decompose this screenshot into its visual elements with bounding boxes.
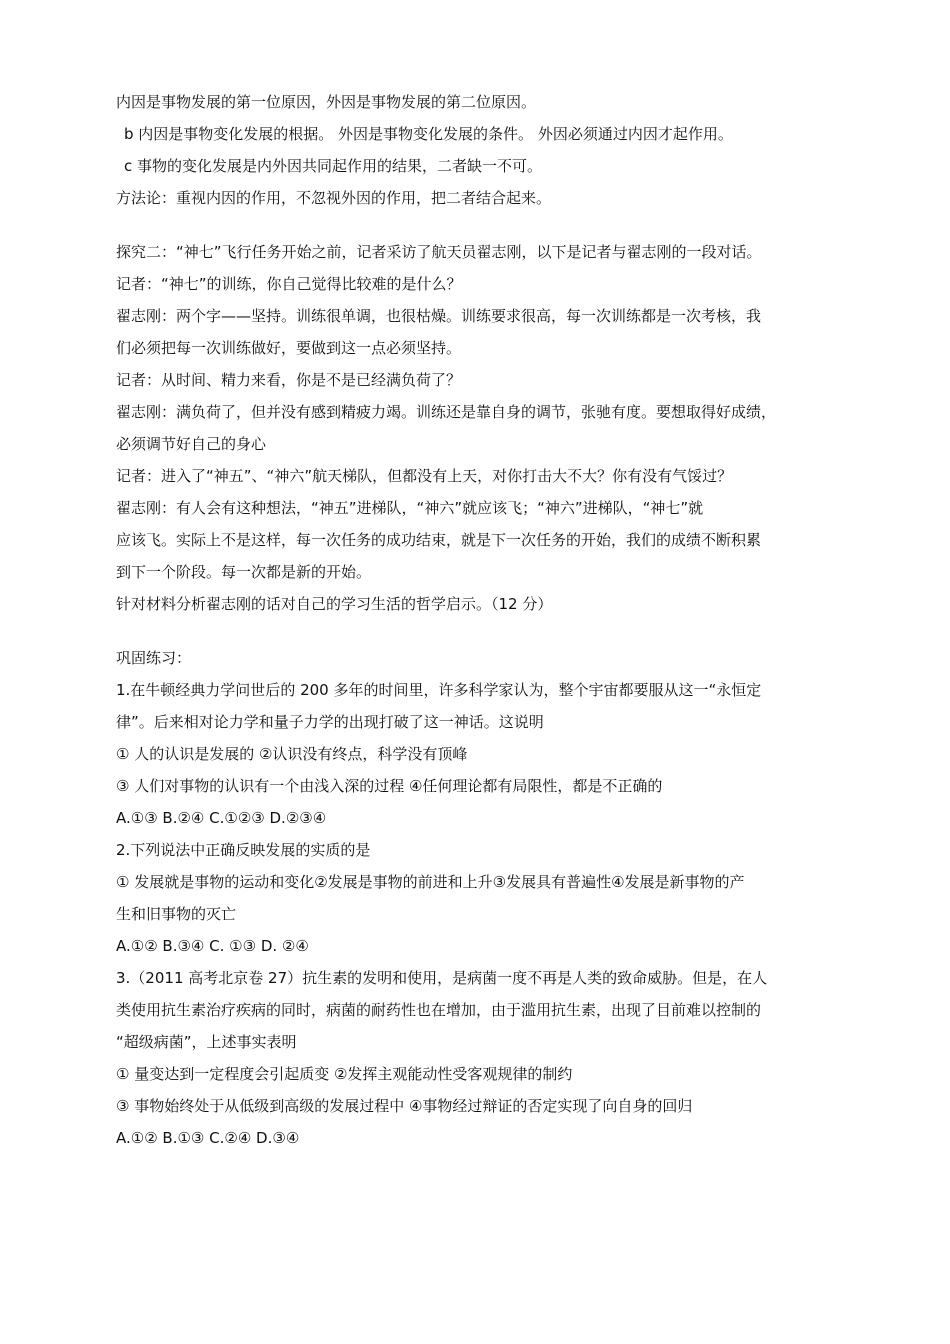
dialogue-line: 必须调节好自己的身心 bbox=[116, 435, 267, 453]
text-line: b 内因是事物变化发展的根据。 外因是事物变化发展的条件。 外因必须通过内因才起作用。 bbox=[124, 125, 733, 143]
inquiry-intro: 探究二：“神七”飞行任务开始之前，记者采访了航天员翟志刚，以下是记者与翟志刚的一段对话。 bbox=[116, 243, 762, 261]
question-3-choices: A.①② B.①③ C.②④ D.③④ bbox=[116, 1129, 300, 1147]
question-1-stem: 律”。后来相对论力学和量子力学的出现打破了这一神话。这说明 bbox=[116, 713, 544, 731]
document-page bbox=[116, 86, 846, 1154]
question-2-option: ① 发展就是事物的运动和变化②发展是事物的前进和上升③发展具有普遍性④发展是新事物的产 bbox=[116, 873, 745, 891]
question-2-choices: A.①② B.③④ C. ①③ D. ②④ bbox=[116, 937, 309, 955]
dialogue-line: 翟志刚：满负荷了，但并没有感到精疲力竭。训练还是靠自身的调节，张驰有度。要想取得好成绩， bbox=[116, 403, 777, 421]
text-line: 内因是事物发展的第一位原因，外因是事物发展的第二位原因。 bbox=[116, 93, 537, 111]
dialogue-line: 们必须把每一次训练做好，要做到这一点必须坚持。 bbox=[116, 339, 462, 357]
dialogue-line: 翟志刚：有人会有这种想法，“神五”进梯队，“神六”就应该飞；“神六”进梯队，“神七”就 bbox=[116, 499, 704, 517]
question-3-option: ① 量变达到一定程度会引起质变 ②发挥主观能动性受客观规律的制约 bbox=[116, 1065, 573, 1083]
question-3-stem: 类使用抗生素治疗疾病的同时，病菌的耐药性也在增加，由于滥用抗生素，出现了目前难以控制的 bbox=[116, 1001, 762, 1019]
question-3-option: ③ 事物始终处于从低级到高级的发展过程中 ④事物经过辩证的否定实现了向自身的回归 bbox=[116, 1097, 693, 1115]
dialogue-line: 到下一个阶段。每一次都是新的开始。 bbox=[116, 563, 372, 581]
task-prompt: 针对材料分析翟志刚的话对自己的学习生活的哲学启示。（12 分） bbox=[116, 595, 553, 613]
dialogue-line: 应该飞。实际上不是这样，每一次任务的成功结束，就是下一次任务的开始，我们的成绩不断积累 bbox=[116, 531, 762, 549]
question-1-stem: 1.在牛顿经典力学问世后的 200 多年的时间里，许多科学家认为，整个宇宙都要服从这一“永恒定 bbox=[116, 681, 762, 699]
methodology-line: 方法论：重视内因的作用，不忽视外因的作用，把二者结合起来。 bbox=[116, 189, 552, 207]
question-2-option: 生和旧事物的灭亡 bbox=[116, 905, 237, 923]
text-line: c 事物的变化发展是内外因共同起作用的结果，二者缺一不可。 bbox=[124, 157, 543, 175]
question-3-stem: 3.（2011 高考北京卷 27）抗生素的发明和使用，是病菌一度不再是人类的致命威胁。但是，在人 bbox=[116, 969, 768, 987]
question-3-stem: “超级病菌”，上述事实表明 bbox=[116, 1033, 297, 1051]
dialogue-line: 翟志刚：两个字——坚持。训练很单调，也很枯燥。训练要求很高，每一次训练都是一次考核，我 bbox=[116, 307, 762, 325]
dialogue-line: 记者：从时间、精力来看，你是不是已经满负荷了？ bbox=[116, 371, 462, 389]
dialogue-line: 记者：进入了“神五”、“神六”航天梯队，但都没有上天，对你打击大不大？你有没有气馁过？ bbox=[116, 467, 733, 485]
question-1-option: ③ 人们对事物的认识有一个由浅入深的过程 ④任何理论都有局限性，都是不正确的 bbox=[116, 777, 663, 795]
question-2-stem: 2.下列说法中正确反映发展的实质的是 bbox=[116, 841, 371, 859]
dialogue-line: 记者：“神七”的训练，你自己觉得比较难的是什么？ bbox=[116, 275, 462, 293]
practice-heading: 巩固练习： bbox=[116, 649, 192, 667]
question-1-option: ① 人的认识是发展的 ②认识没有终点，科学没有顶峰 bbox=[116, 745, 468, 763]
question-1-choices: A.①③ B.②④ C.①②③ D.②③④ bbox=[116, 809, 327, 827]
